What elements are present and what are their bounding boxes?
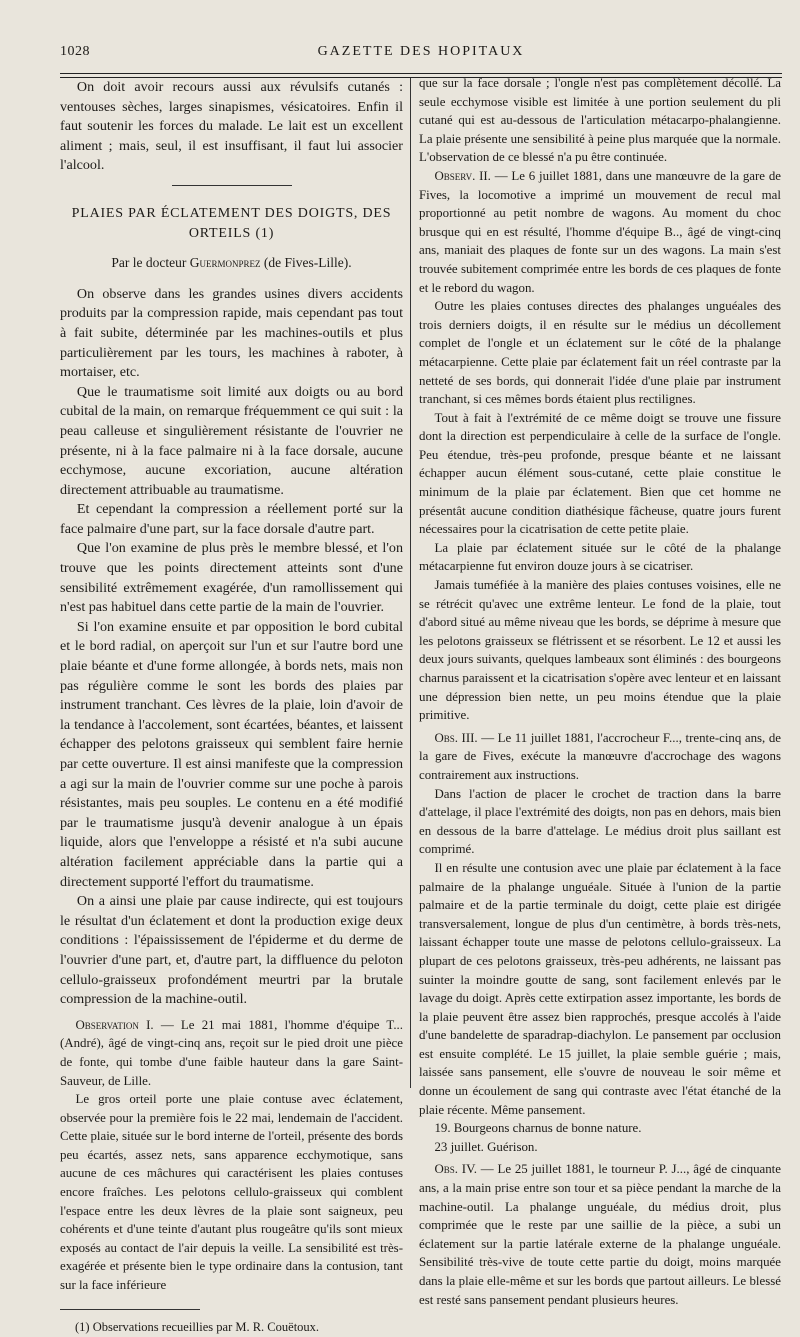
observation-1-body: Le gros orteil porte une plaie contuse avec éclatement, observée pour la première fois le 22 mai, lendemain de l'accident. Cette plaie, située sur le bord interne de l'orteil, présente des bords peu écartés, assez nets, sans apparence ecchymotique, sans aucune de ces mâchures qui caractérisent les plaies contuses encore fraîches. Les pelotons cellulo-graisseux qui comblent l'espace entre les deux lèvres de la plaie sont saigneux, peu cohérents et d'une teinte d'autant plus rougeâtre qu'ils sont mieux exposés au contact de l'air depuis la veille. La sensibilité est très-exagérée et présente bien le type ordinaire dans la contusion, tant sur la face inférieure <box>60 1092 403 1293</box>
observation-3-heading <box>419 729 781 785</box>
observation-label: Obs. IV. <box>434 1162 477 1177</box>
observation-1-heading <box>60 1016 403 1090</box>
article-byline <box>60 253 403 273</box>
observation-intro: — Le 21 mai 1881, l'homme d'équipe T... (André), âgé de vingt-cinq ans, reçoit sur le pied droit une pièce de fonte, qui tombe d'une faible hauteur dans la gare Saint-Sauveur, de Lille. <box>60 1017 403 1088</box>
running-title: GAZETTE DES HOPITAUX <box>317 44 525 59</box>
body-paragraph: Que l'on examine de plus près le membre blessé, et l'on trouve que les points directement atteints sont d'une sensibilité extrêmement exagérée, d'un ramollissement qui n'est pas habituel dans cette partie de la main de l'ouvrier. <box>60 540 403 616</box>
page-number: 1028 <box>60 44 90 59</box>
observation-label: Obs. III. <box>434 730 478 745</box>
body-paragraph: On a ainsi une plaie par cause indirecte, qui est toujours le résultat d'un éclatement et dont la production exige deux conditions : l'épaississement de l'épiderme et du derme de l'ouvrier d'une part, et, d'autre part, la diffluence du peloton cellulo-graisseux profondément meurtri par la brutale compression de la machine-outil. <box>60 893 403 1008</box>
page-header <box>60 40 782 70</box>
byline-suffix: (de Fives-Lille). <box>260 255 352 271</box>
observation-label: Observation I. <box>75 1017 154 1032</box>
column-divider <box>410 78 411 1088</box>
intro-paragraph: On doit avoir recours aussi aux révulsifs cutanés : ventouses sèches, larges sinapismes, vésicatoires. Enfin il faut soutenir les forces du malade. Le lait est un excellent aliment ; mais, seul, il est insuffisant, il faut lui associer l'alcool. <box>60 79 403 174</box>
footnote: (1) Observations recueillies par M. R. Couëtoux. <box>75 1319 320 1334</box>
body-paragraph: Et cependant la compression a réellement porté sur la face palmaire d'une part, sur la face dorsale d'autre part. <box>60 501 403 537</box>
byline-prefix: Par le docteur <box>111 255 190 271</box>
observation-4-heading <box>419 1160 781 1309</box>
observation-intro: — Le 6 juillet 1881, dans une manœuvre de la gare de Fives, la locomotive a imprimé un mouvement de recul mal proportionné au petit nombre de wagons. Au moment du choc brusque qui en est résulté, l'homme d'équipe B.., âgé de vingt-cinq ans, maniait des plaques de fonte sur un des wagons. La main s'est trouvée subitement comprimée entre les bords de ces plaques de fonte et le rebord du wagon. <box>419 168 781 295</box>
observation-3-paragraph: Il en résulte une contusion avec une plaie par éclatement à la face palmaire de la phalange unguéale. Située à l'union de la partie palmaire et de la partie terminale du doigt, cette plaie est dirigée transversalement, longue de plus d'un centimètre, à bords très-nets, laissant échapper toute une masse de pelotons cellulo-graisseux. La plupart de ces pelotons graisseux, très-peu adhérents, ne laissant pas suinter la moindre goutte de sang, sont facilement enlevés par le lavage du doigt. Après cette extirpation assez importante, les bords de la plaie peuvent être assez bien rapprochés, presque accolés à l'aide d'une bandelette de sparadrap-diachylon. Le pansement par occlusion est ensuite complété. Le 15 juillet, la plaie semble guérie ; mais, laissée sans pansement, elle s'ouvre de nouveau le soir même et donne un écoulement de sang qui contraste avec l'état étanché de la plaie récente. Même pansement. <box>419 860 781 1117</box>
observation-1-continuation: que sur la face dorsale ; l'ongle n'est pas complètement décollé. La seule ecchymose visible est limitée à une portion seulement du pli cutané qui est au-dessous de l'articulation métacarpo-phalangienne. La plaie présente une sensibilité à peine plus marquée que la normale. L'observation de ce blessé n'a pu être continuée. <box>419 76 781 165</box>
dated-entry: 19. Bourgeons charnus de bonne nature. <box>434 1121 642 1136</box>
observation-2-paragraph: Tout à fait à l'extrémité de ce même doigt se trouve une fissure dont la direction est perpendiculaire à celle de la surface de l'ongle. Peu étendue, très-peu profonde, presque béante et ne laissant échapper aucun élément sous-cutané, cette plaie constitue le minimum de la plaie par éclatement. Bien que cet homme ne présentât aucune condition diathésique fâcheuse, quatre jours furent nécessaires pour la cicatrisation de cette petite plaie. <box>419 410 781 537</box>
right-column <box>419 74 781 1309</box>
section-separator-rule <box>172 185 292 186</box>
left-column <box>60 78 403 1337</box>
observation-3-paragraph: Dans l'action de placer le crochet de traction dans la barre d'attelage, il place l'extrémité des doigts, non pas en dehors, mais bien en dessous de la barre d'attelage. Le médius droit plus saillant est comprimé. <box>419 786 781 857</box>
footnote-rule <box>60 1309 200 1310</box>
body-paragraph: On observe dans les grandes usines divers accidents produits par la compression rapide, mais cependant pas tout à fait subite, déterminée par les machines-outils et plus particulièrement par les tours, les machines à raboter, à mortaiser, etc. <box>60 285 403 381</box>
dated-entry: 23 juillet. Guérison. <box>434 1139 538 1154</box>
observation-2-paragraph: Jamais tuméfiée à la manière des plaies contuses voisines, elle ne se rétrécit qu'avec une extrême lenteur. Le fond de la plaie, tout d'abord situé au même niveau que les bords, se déprime à mesure que les pelotons graisseux se flétrissent et se résorbent. Le 12 et aussi les deux jours suivants, quelques lambeaux sont éliminés : des bourgeons charnus paraissent et la cicatrisation s'opère avec lenteur et en laissant une dépression bien nette, un peu moins étendue que la plaie primitive. <box>419 578 781 723</box>
body-paragraph: Si l'on examine ensuite et par opposition le bord cubital et le bord radial, on aperçoit sur l'un et sur l'autre bord une plaie béante et d'une forme allongée, à bords nets, mais non pas régulière comme le sont les bords des plaies par instrument tranchant. Ces lèvres de la plaie, loin d'avoir de la tendance à l'accolement, sont écartées, béantes, et laissent échapper des pelotons graisseux qui semblent faire hernie par cette ouverture. Il est ainsi manifeste que la compression a agi sur la main de l'ouvrier comme sur une poche à parois résistantes, mais peu souples. Le contenu en a été modifié par le traumatisme jusqu'à devenir analogue à un épais liquide, alors que l'enveloppe a résisté et n'a subi aucune altération facilement appréciable dans la partie qui a directement supporté l'effort du traumatisme. <box>60 618 403 890</box>
article-title: PLAIES PAR ÉCLATEMENT DES DOIGTS, DES ORTEILS (1) <box>71 205 392 241</box>
observation-intro: — Le 25 juillet 1881, le tourneur P. J..., âgé de cinquante ans, a la main prise entre son tour et sa pièce pendant la marche de la machine-outil. La phalange unguéale, du médius droit, plus comprimée que le reste par une saillie de la pièce, a subi un éclatement sur la partie latérale externe de la phalange unguéale. Sensibilité très-vive de toute cette partie du doigt, moins marquée dans la plaie elle-même et sur les bords que partout ailleurs. Le blessé est resté sans pansement pendant plusieurs heures. <box>419 1162 781 1307</box>
observation-intro: — Le 11 juillet 1881, l'accrocheur F..., trente-cinq ans, de la gare de Fives, exécute la manœuvre d'accrochage des wagons contrairement aux instructions. <box>419 730 781 782</box>
observation-2-heading <box>419 167 781 297</box>
observation-1 <box>60 1016 403 1295</box>
body-paragraph: Que le traumatisme soit limité aux doigts ou au bord cubital de la main, on remarque fréquemment ce qui suit : la peau calleuse et singulièrement résistante de l'ouvrier ne présente, ni à la face palmaire ni à la face dorsale, aucune ecchymose, aucune excoriation, aucune altération directement attribuable au traumatisme. <box>60 383 403 498</box>
author-name: Guermonprez <box>189 255 261 271</box>
observation-2-paragraph: La plaie par éclatement située sur le côté de la phalange métacarpienne fut environ douze jours à se cicatriser. <box>419 540 781 574</box>
observation-2-paragraph: Outre les plaies contuses directes des phalanges unguéales des trois derniers doigts, il en résulte sur le médius un décollement complet de l'ongle et un éclatement sur le côté de la phalange métacarpienne. Cette plaie par éclatement fait un réel contraste par la netteté de ses bords, qui donnerait l'idée d'une plaie par instrument tranchant, si ces mêmes bords étaient plus rectilignes. <box>419 299 781 407</box>
observation-label: Observ. II. <box>434 168 491 183</box>
